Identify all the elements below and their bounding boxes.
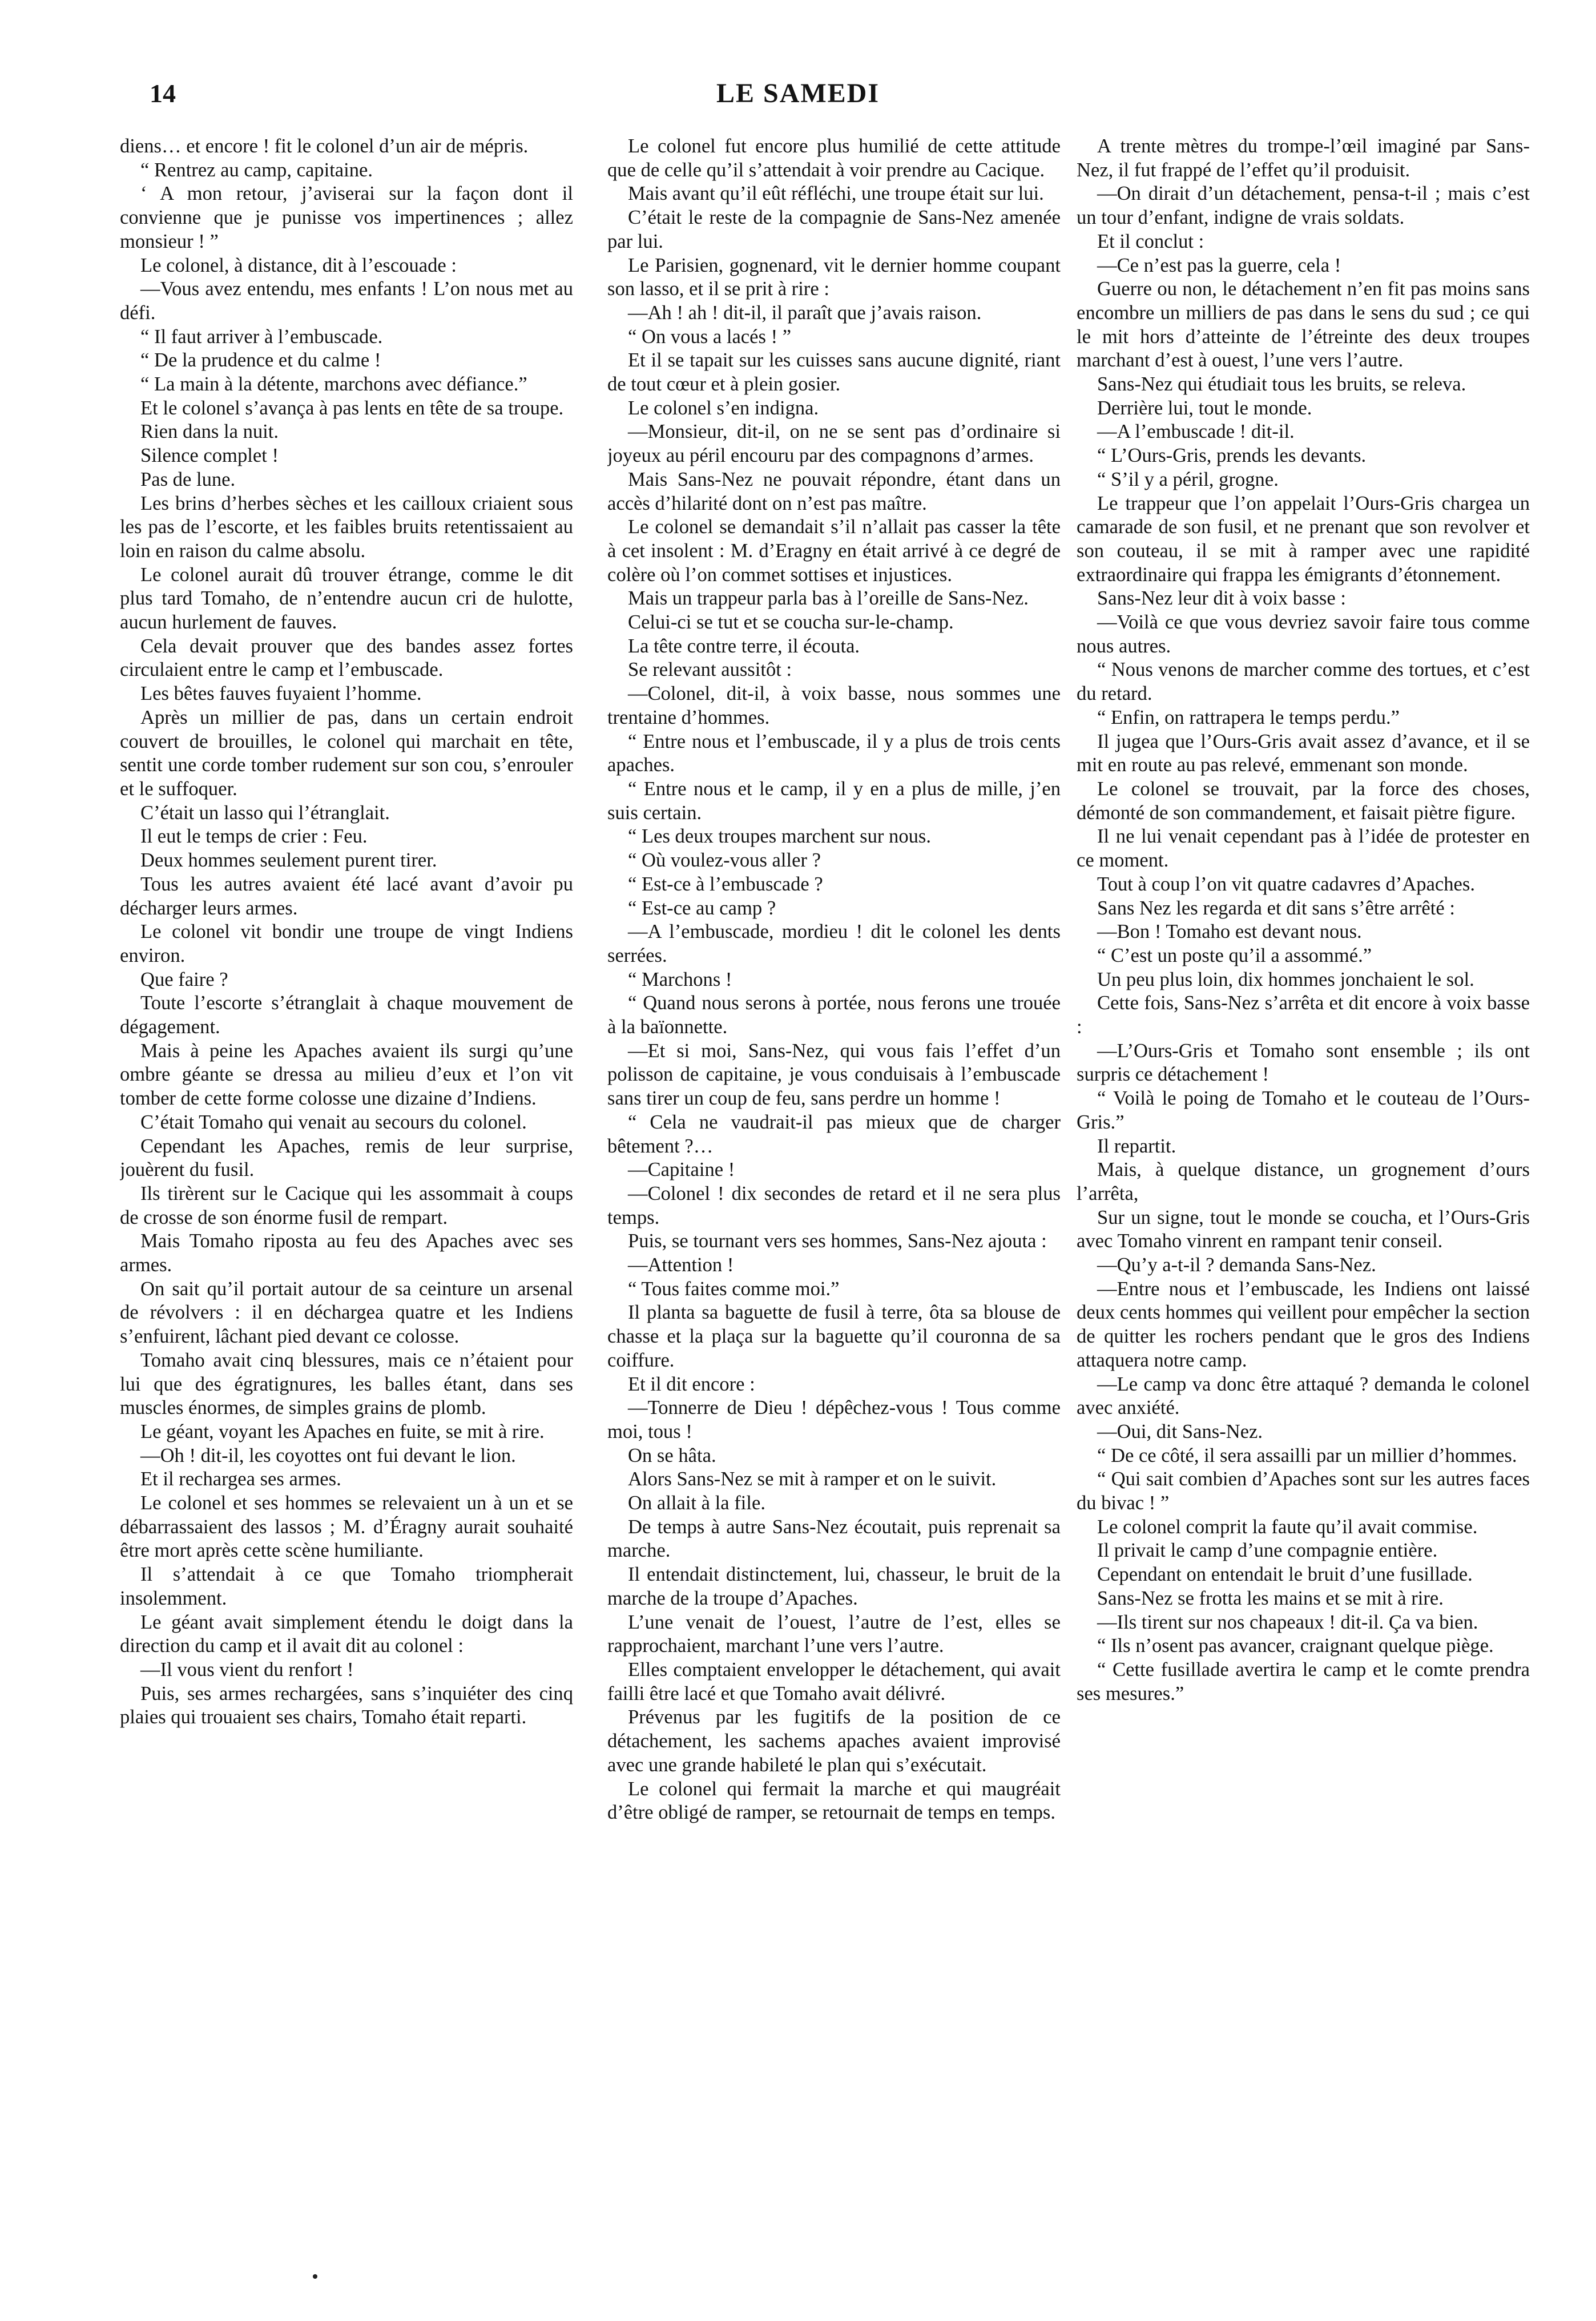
paragraph: Pas de lune. — [140, 468, 236, 490]
paragraph: Et le colonel s’avança à pas lents en tête de sa troupe. — [140, 397, 564, 419]
paragraph: Mais, à quelque distance, un grognement d’ours l’arrêta, — [1077, 1159, 1530, 1204]
paragraph: Le trappeur que l’on appelait l’Ours-Gris chargea un camarade de son fusil, et ne prenant que son revolver et son couteau, il se mit à ramper avec une rapidité extraordinaire qui frappa les émigrants d’étonnement. — [1077, 492, 1530, 586]
paragraph: —Capitaine ! — [628, 1159, 735, 1181]
paragraph: “ Est-ce au camp ? — [628, 897, 776, 919]
paragraph: Sans-Nez leur dit à voix basse : — [1097, 587, 1346, 610]
paragraph: —Colonel, dit-il, à voix basse, nous sommes une trentaine d’hommes. — [607, 683, 1061, 728]
paragraph: Il repartit. — [1097, 1135, 1176, 1157]
paragraph: Les brins d’herbes sèches et les cailloux criaient sous les pas de l’escorte, et les faibles bruits retentissaient au loin en raison du calme absolu. — [120, 492, 573, 562]
paragraph: Elles comptaient envelopper le détachement, qui avait failli être lacé et que Tomaho avait délivré. — [607, 1659, 1061, 1705]
paragraph: “ Cela ne vaudrait-il pas mieux que de charger bêtement ?… — [607, 1111, 1061, 1157]
paragraph: Le géant avait simplement étendu le doigt dans la direction du camp et il avait dit au colonel : — [120, 1611, 573, 1657]
paragraph: Sans-Nez qui étudiait tous les bruits, se releva. — [1097, 373, 1466, 396]
paragraph: “ Les deux troupes marchent sur nous. — [628, 825, 932, 848]
paragraph: “ Enfin, on rattrapera le temps perdu.” — [1097, 706, 1400, 728]
paragraph: Mais Tomaho riposta au feu des Apaches avec ses armes. — [120, 1230, 573, 1276]
paragraph: Il ne lui venait cependant pas à l’idée de protester en ce moment. — [1077, 825, 1530, 872]
paragraph: Mais à peine les Apaches avaient ils surgi qu’une ombre géante se dressa au milieu d’eux et l’on vit tomber de cette forme colosse une dizaine d’Indiens. — [120, 1039, 573, 1110]
paragraph: Silence complet ! — [140, 445, 279, 467]
paragraph: Le colonel vit bondir une troupe de vingt Indiens environ. — [120, 921, 573, 966]
paragraph: —Attention ! — [628, 1254, 734, 1276]
paragraph: Le colonel aurait dû trouver étrange, comme le dit plus tard Tomaho, de n’entendre aucun cri de hulotte, aucun hurlement de fauves. — [120, 563, 573, 634]
paragraph: C’était le reste de la compagnie de Sans-Nez amenée par lui. — [607, 207, 1061, 252]
paragraph: —Bon ! Tomaho est devant nous. — [1097, 921, 1362, 943]
paragraph: Celui-ci se tut et se coucha sur-le-champ. — [628, 611, 954, 634]
paragraph: Sans Nez les regarda et dit sans s’être arrêté : — [1097, 897, 1455, 919]
paragraph: “ Rentrez au camp, capitaine. — [140, 159, 373, 181]
paragraph: ‘ A mon retour, j’aviserai sur la façon dont il convienne que je punisse vos impertinences ; allez monsieur ! ” — [120, 183, 573, 252]
paragraph: —Ah ! ah ! dit-il, il paraît que j’avais raison. — [628, 301, 982, 324]
paragraph: “ On vous a lacés ! ” — [628, 325, 792, 348]
paragraph: Et il se tapait sur les cuisses sans aucune dignité, riant de tout cœur et à plein gosier. — [607, 349, 1061, 396]
paragraph: —Oui, dit Sans-Nez. — [1097, 1420, 1263, 1442]
page-number: 14 — [150, 79, 176, 108]
paragraph: Mais un trappeur parla bas à l’oreille de Sans-Nez. — [628, 587, 1029, 610]
paragraph: Le Parisien, gognenard, vit le dernier homme coupant son lasso, et il se prit à rire : — [607, 254, 1061, 300]
paragraph: Le colonel se demandait s’il n’allait pas casser la tête à cet insolent : M. d’Eragny en était arrivé à ce degré de colère où l’on commet sottises et injustices. — [607, 516, 1061, 586]
paragraph: —Entre nous et l’embuscade, les Indiens ont laissé deux cents hommes qui veillent pour empêcher la section de quitter les rochers pendant que le gros des Indiens attaquera notre camp. — [1077, 1278, 1530, 1371]
paragraph: “ C’est un poste qu’il a assommé.” — [1097, 944, 1372, 966]
paragraph: Il jugea que l’Ours-Gris avait assez d’avance, et il se mit en route au pas relevé, emmenant son monde. — [1077, 730, 1530, 776]
paragraph: Toute l’escorte s’étranglait à chaque mouvement de dégagement. — [120, 992, 573, 1038]
paragraph: —Qu’y a-t-il ? demanda Sans-Nez. — [1097, 1254, 1376, 1276]
paragraph: —A l’embuscade ! dit-il. — [1097, 421, 1295, 443]
paragraph: Cette fois, Sans-Nez s’arrêta et dit encore à voix basse : — [1077, 992, 1530, 1038]
page-header — [0, 76, 1596, 122]
paragraph: Prévenus par les fugitifs de la position de ce détachement, les sachems apaches avaient improvisé avec une grande habileté le plan qui s’exécutait. — [607, 1706, 1061, 1776]
paragraph: —Ils tirent sur nos chapeaux ! dit-il. Ça va bien. — [1097, 1611, 1478, 1633]
paragraph: Cependant on entendait le bruit d’une fusillade. — [1097, 1564, 1473, 1586]
paragraph: —Voilà ce que vous devriez savoir faire tous comme nous autres. — [1077, 611, 1530, 657]
paragraph: Le colonel qui fermait la marche et qui maugréait d’être obligé de ramper, se retournait de temps en temps. — [607, 1778, 1061, 1824]
paragraph: A trente mètres du trompe-l’œil imaginé par Sans-Nez, il fut frappé de l’effet qu’il produisit. — [1077, 135, 1530, 181]
paragraph: “ L’Ours-Gris, prends les devants. — [1097, 445, 1367, 467]
paragraph: Le colonel se trouvait, par la force des choses, démonté de son commandement, et faisait piètre figure. — [1077, 777, 1530, 824]
paragraph: “ Cette fusillade avertira le camp et le comte prendra ses mesures.” — [1077, 1659, 1530, 1705]
paragraph: —A l’embuscade, mordieu ! dit le colonel les dents serrées. — [607, 921, 1061, 966]
paragraph: Il s’attendait à ce que Tomaho triompherait insolemment. — [120, 1564, 573, 1609]
paragraph: Le colonel et ses hommes se relevaient un à un et se débarrassaient des lassos ; M. d’Éragny aurait souhaité être mort après cette scène humiliante. — [120, 1492, 573, 1562]
paragraph: Guerre ou non, le détachement n’en fit pas moins sans encombre un milliers de pas dans le sens du sud ; ce qui le mit hors d’atteinte de l’étreinte des deux troupes marchant d’est à ouest, l’une vers l’autre. — [1077, 278, 1530, 372]
text-column-1 — [120, 135, 573, 2264]
paragraph: —Oh ! dit-il, les coyottes ont fui devant le lion. — [140, 1444, 516, 1466]
paragraph: Que faire ? — [140, 968, 228, 990]
paragraph: “ Où voulez-vous aller ? — [628, 849, 821, 872]
paragraph: “ S’il y a péril, grogne. — [1097, 468, 1279, 490]
paragraph: Alors Sans-Nez se mit à ramper et on le suivit. — [628, 1468, 997, 1490]
paragraph: La tête contre terre, il écouta. — [628, 635, 860, 657]
paragraph: —Il vous vient du renfort ! — [140, 1659, 354, 1681]
paragraph: Cela devait prouver que des bandes assez fortes circulaient entre le camp et l’embuscade. — [120, 635, 573, 681]
paragraph: Il eut le temps de crier : Feu. — [140, 825, 368, 848]
paragraph: Il privait le camp d’une compagnie entière. — [1097, 1540, 1438, 1562]
paragraph: Et il rechargea ses armes. — [140, 1468, 341, 1490]
paragraph: Il entendait distinctement, lui, chasseur, le bruit de la marche de la troupe d’Apaches. — [607, 1564, 1061, 1609]
paragraph: Se relevant aussitôt : — [628, 659, 792, 681]
paragraph: diens… et encore ! fit le colonel d’un air de mépris. — [120, 135, 529, 157]
paragraph: Les bêtes fauves fuyaient l’homme. — [140, 683, 422, 705]
paragraph: Deux hommes seulement purent tirer. — [140, 849, 437, 872]
paragraph: “ De la prudence et du calme ! — [140, 349, 381, 372]
paragraph: “ Qui sait combien d’Apaches sont sur les autres faces du bivac ! ” — [1077, 1468, 1530, 1514]
paragraph: Le géant, voyant les Apaches en fuite, se mit à rire. — [140, 1420, 545, 1442]
paragraph: Il planta sa baguette de fusil à terre, ôta sa blouse de chasse et la plaça sur la baguette qu’il couronna de sa coiffure. — [607, 1301, 1061, 1371]
publication-title: LE SAMEDI — [716, 78, 880, 108]
paragraph: “ La main à la détente, marchons avec défiance.” — [140, 373, 527, 396]
paragraph: “ Entre nous et l’embuscade, il y a plus de trois cents apaches. — [607, 730, 1061, 776]
paragraph: On sait qu’il portait autour de sa ceinture un arsenal de révolvers : il en déchargea quatre et les Indiens s’enfuirent, lâchant pied devant ce colosse. — [120, 1278, 573, 1348]
text-column-2 — [607, 135, 1061, 2264]
paragraph: Le colonel s’en indigna. — [628, 397, 819, 419]
paragraph: Ils tirèrent sur le Cacique qui les assommait à coups de crosse de son énorme fusil de rempart. — [120, 1182, 573, 1228]
paragraph: —Vous avez entendu, mes enfants ! L’on nous met au défi. — [120, 278, 573, 324]
paragraph: Rien dans la nuit. — [140, 421, 279, 443]
paragraph: On se hâta. — [628, 1444, 716, 1466]
paragraph: Et il conclut : — [1097, 230, 1204, 252]
paragraph: On allait à la file. — [628, 1492, 765, 1514]
paragraph: “ Il faut arriver à l’embuscade. — [140, 325, 383, 348]
paragraph: Un peu plus loin, dix hommes jonchaient le sol. — [1097, 968, 1474, 990]
paragraph: Tomaho avait cinq blessures, mais ce n’étaient pour lui que des égratignures, les balles étant, dans ses muscles énormes, de simples grains de plomb. — [120, 1349, 573, 1419]
paragraph: Le colonel comprit la faute qu’il avait commise. — [1097, 1516, 1478, 1538]
paragraph: Puis, ses armes rechargées, sans s’inquiéter des cinq plaies qui trouaient ses chairs, Tomaho était reparti. — [120, 1682, 573, 1728]
paragraph: Tout à coup l’on vit quatre cadavres d’Apaches. — [1097, 873, 1475, 895]
paragraph: “ Ils n’osent pas avancer, craignant quelque piège. — [1097, 1635, 1494, 1657]
paragraph: —Le camp va donc être attaqué ? demanda le colonel avec anxiété. — [1077, 1373, 1530, 1419]
paragraph: Mais Sans-Nez ne pouvait répondre, étant dans un accès d’hilarité dont on n’est pas maître. — [607, 468, 1061, 514]
paragraph: Puis, se tournant vers ses hommes, Sans-Nez ajouta : — [628, 1230, 1047, 1252]
paragraph: C’était un lasso qui l’étranglait. — [140, 801, 390, 824]
paragraph: Mais avant qu’il eût réfléchi, une troupe était sur lui. — [628, 183, 1044, 205]
paragraph: Le colonel fut encore plus humilié de cette attitude que de celle qu’il s’attendait à voir prendre au Cacique. — [607, 135, 1061, 181]
paragraph: Cependant les Apaches, remis de leur surprise, jouèrent du fusil. — [120, 1135, 573, 1181]
paragraph: “ Nous venons de marcher comme des tortues, et c’est du retard. — [1077, 659, 1530, 705]
stray-ink-mark — [313, 2274, 317, 2279]
paragraph: Derrière lui, tout le monde. — [1097, 397, 1312, 419]
paragraph: Après un millier de pas, dans un certain endroit couvert de brouilles, le colonel qui marchait en tête, sentit une corde tomber rudement sur son cou, s’enrouler et le suffoquer. — [120, 706, 573, 800]
paragraph: “ Entre nous et le camp, il y en a plus de mille, j’en suis certain. — [607, 777, 1061, 824]
paragraph: Et il dit encore : — [628, 1373, 755, 1395]
paragraph: Tous les autres avaient été lacé avant d’avoir pu décharger leurs armes. — [120, 873, 573, 919]
paragraph: “ Marchons ! — [628, 968, 732, 990]
paragraph: “ Voilà le poing de Tomaho et le couteau de l’Ours-Gris.” — [1077, 1087, 1530, 1133]
paragraph: De temps à autre Sans-Nez écoutait, puis reprenait sa marche. — [607, 1516, 1061, 1562]
paragraph: Sans-Nez se frotta les mains et se mit à rire. — [1097, 1587, 1444, 1609]
paragraph: —Tonnerre de Dieu ! dépêchez-vous ! Tous comme moi, tous ! — [607, 1397, 1061, 1442]
paragraph: —L’Ours-Gris et Tomaho sont ensemble ; ils ont surpris ce détachement ! — [1077, 1039, 1530, 1086]
paragraph: “ Tous faites comme moi.” — [628, 1278, 840, 1300]
paragraph: L’une venait de l’ouest, l’autre de l’est, elles se rapprochaient, marchant l’une vers l’autre. — [607, 1611, 1061, 1657]
paragraph: “ Quand nous serons à portée, nous ferons une trouée à la baïonnette. — [607, 992, 1061, 1038]
text-column-3 — [1077, 135, 1530, 2264]
paragraph: “ De ce côté, il sera assailli par un millier d’hommes. — [1097, 1444, 1517, 1466]
paragraph: —On dirait d’un détachement, pensa-t-il ; mais c’est un tour d’enfant, indigne de vrais soldats. — [1077, 183, 1530, 229]
paragraph: —Monsieur, dit-il, on ne se sent pas d’ordinaire si joyeux au péril encouru par des compagnons d’armes. — [607, 421, 1061, 467]
paragraph: C’était Tomaho qui venait au secours du colonel. — [140, 1111, 527, 1133]
paragraph: “ Est-ce à l’embuscade ? — [628, 873, 823, 895]
paragraph: Sur un signe, tout le monde se coucha, et l’Ours-Gris avec Tomaho vinrent en rampant tenir conseil. — [1077, 1206, 1530, 1252]
paragraph: —Et si moi, Sans-Nez, qui vous fais l’effet d’un polisson de capitaine, je vous conduisais à l’embuscade sans tirer un coup de feu, sans perdre un homme ! — [607, 1039, 1061, 1110]
paragraph: —Colonel ! dix secondes de retard et il ne sera plus temps. — [607, 1182, 1061, 1228]
paragraph: Le colonel, à distance, dit à l’escouade : — [140, 254, 457, 276]
paragraph: —Ce n’est pas la guerre, cela ! — [1097, 254, 1341, 276]
